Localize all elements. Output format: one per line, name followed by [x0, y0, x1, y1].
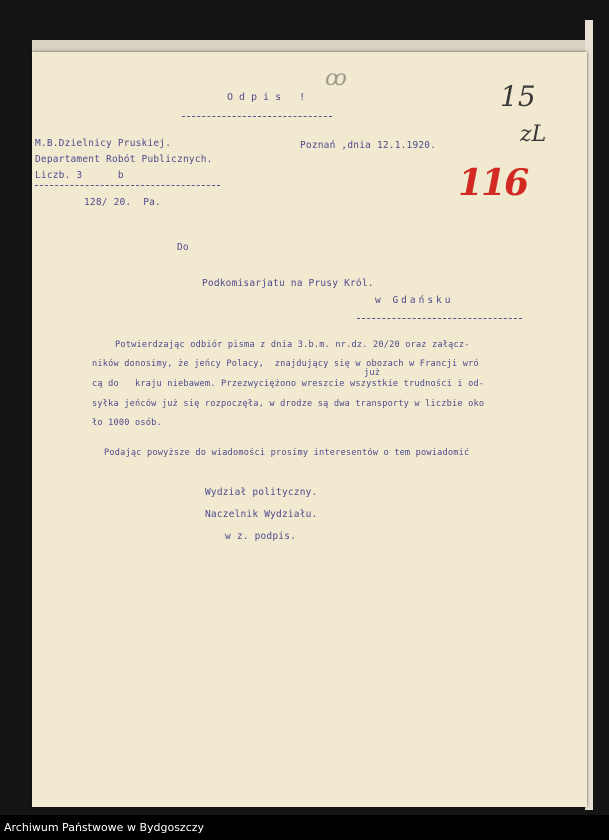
recipient-underline	[357, 318, 522, 319]
document-page	[32, 52, 587, 807]
signature-line-3: w z. podpis.	[225, 531, 297, 542]
body-line-1: Potwierdzając odbiór pisma z dnia 3.b.m. nr.dz. 20/20 oraz załącz-	[115, 340, 470, 350]
body-line-3: cą do kraju niebawem. Przezwyciężono wreszcie wszystkie trudności i od-	[92, 379, 485, 389]
signature-line-1: Wydział polityczny.	[205, 487, 318, 498]
faint-stamp-mark: ꝏ	[325, 66, 347, 91]
red-archive-number: 116	[458, 162, 528, 204]
archive-footer: Archiwum Państwowe w Bydgoszczy	[0, 815, 609, 840]
document-title: Odpis !	[227, 92, 312, 103]
reference-number: 128/ 20. Pa.	[84, 197, 161, 208]
reference-line: Liczb. 3 b	[35, 170, 124, 181]
place-date: Poznań ,dnia 12.1.1920.	[300, 140, 437, 151]
handwritten-initials: zL	[520, 122, 547, 147]
reference-underline	[35, 185, 220, 186]
recipient-name: Podkomisarjatu na Prusy Król.	[202, 278, 374, 289]
body-insert-word: już	[364, 368, 381, 378]
signature-line-2: Naczelnik Wydziału.	[205, 509, 318, 520]
body-line-6: Podając powyższe do wiadomości prosimy interesentów o tem powiadomić	[104, 448, 470, 458]
body-line-4: syłka jeńców już się rozpoczęła, w drodze są dwa transporty w liczbie oko	[92, 399, 485, 409]
sender-line-1: M.B.Dzielnicy Pruskiej.	[35, 138, 172, 149]
recipient-city: w Gdańsku	[375, 295, 454, 306]
salutation-do: Do	[177, 242, 189, 253]
body-line-5: ło 1000 osób.	[92, 418, 162, 428]
sender-line-2: Departament Robót Publicznych.	[35, 154, 213, 165]
title-underline	[182, 116, 332, 117]
handwritten-page-number: 15	[500, 80, 536, 113]
body-line-2: ników donosimy, że jeńcy Polacy, znajdujący się w obozach w Francji wró	[92, 359, 479, 369]
